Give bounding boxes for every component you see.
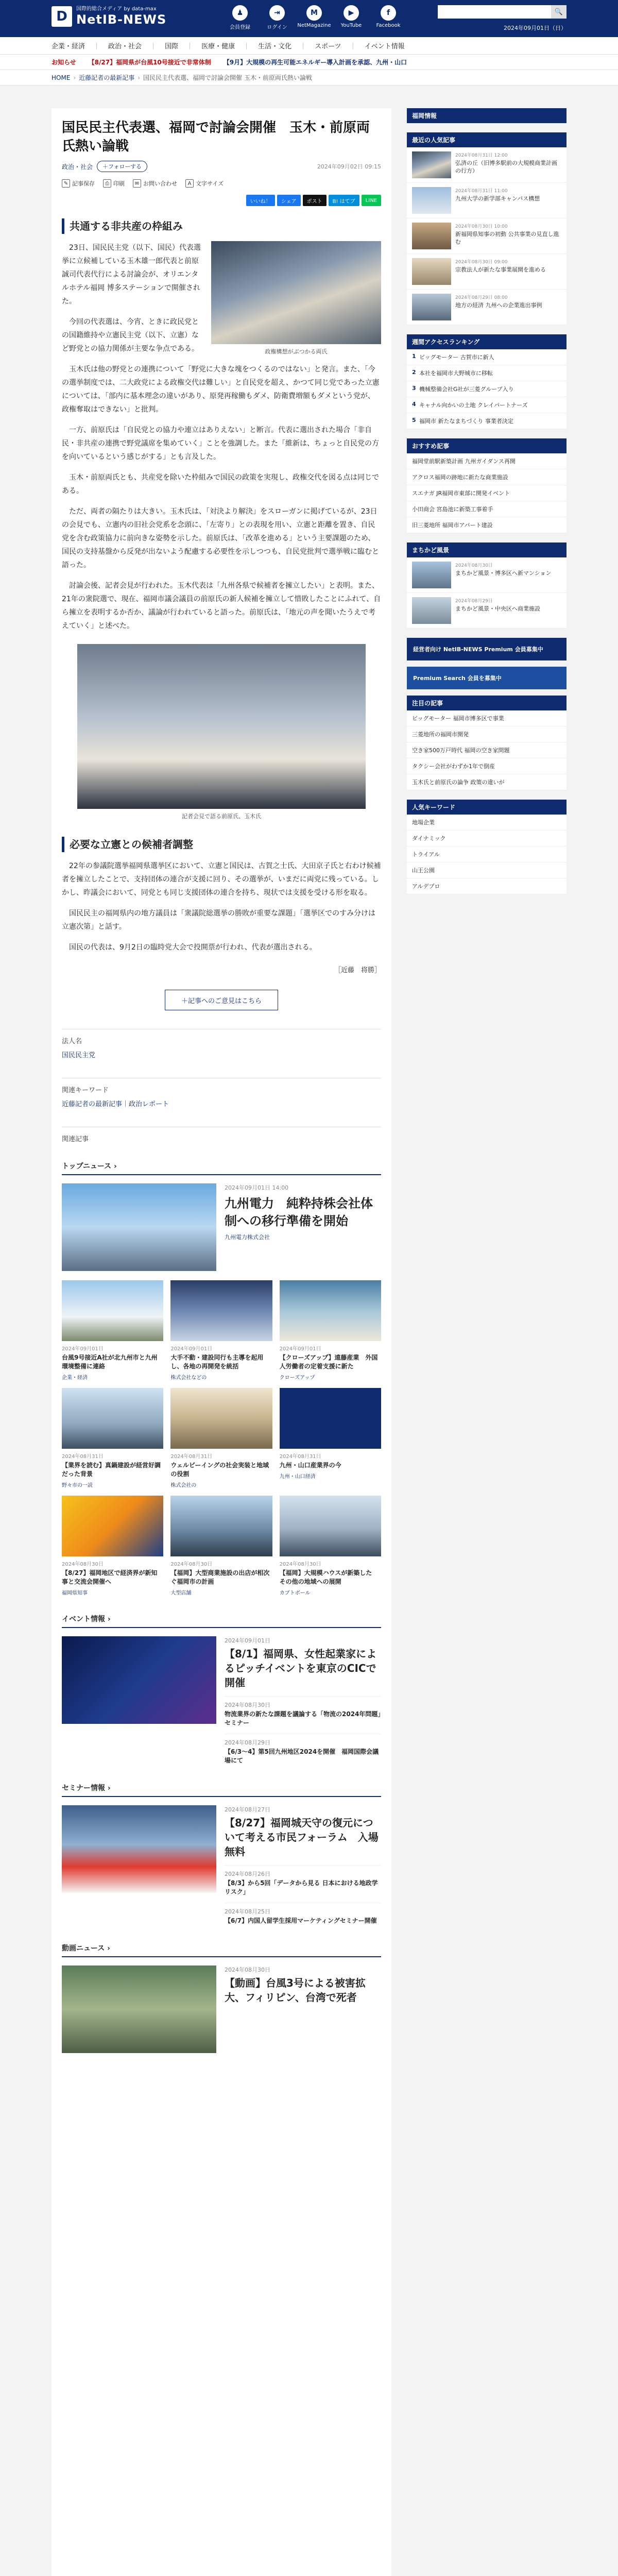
register-link[interactable]: ♟ 会員登録: [221, 5, 259, 30]
line-share-button[interactable]: LINE: [362, 195, 381, 206]
article-paragraph: 玉木氏は他の野党との連携について「野党に大きな塊をつくるのではない」と発言。また、「今の選挙制度では、二大政党による政権交代は難しい」と自民党を超え、かつて同じ党であった立憲については、「部内に基本理念の違いがあり、原発再稼働もダメ、防衛費増額もダメという党が、政権奪取はできない」と批判。: [62, 365, 380, 414]
article-main: [52, 108, 391, 2576]
print-button[interactable]: ⎙ 印刷: [103, 179, 125, 188]
related-info: [62, 1127, 381, 1143]
ranking-item[interactable]: 5 福岡市 新たなまちづくり 事業者決定: [407, 413, 566, 429]
event-feature[interactable]: 2024年09月01日 【8/1】福岡県、女性起業家によるピッチイベントを東京のCICで開催 2024年08月30日 物流業界の新たな課題を議論する「物流の2024年問題」セミナー 2024年08月29日 【6/3〜4】第5回九州地区2024を開催 福岡国際会議場にて: [62, 1636, 381, 1765]
topnews-grid: [62, 1280, 381, 1596]
youtube-icon: ▶: [344, 5, 359, 21]
ranking-item[interactable]: 3 機械整備会社G社が三菱グループ入り: [407, 381, 566, 397]
follow-button[interactable]: ＋フォローする: [97, 161, 147, 172]
info-heading: 関連キーワード: [62, 1087, 109, 1094]
logo-tagline: 国際的総合メディア by data-max: [76, 6, 157, 12]
login-link[interactable]: ⇥ ログイン: [259, 5, 296, 30]
news-card[interactable]: 2024年08月30日 【福岡】大規模ハウスが新築した その他の地域への展開 カブトボール: [280, 1496, 381, 1596]
feedback-button[interactable]: ＋記事へのご意見はこちら: [165, 990, 278, 1010]
corporation-link[interactable]: 国民民主党: [62, 1052, 96, 1059]
logo-mark: D: [52, 6, 72, 27]
popular-item[interactable]: 2024年08月31日 11:00 九州大学の新学部キャンパス構想: [407, 183, 566, 218]
sidebar-heading: 最近の人気記事: [407, 132, 566, 147]
recommend-item[interactable]: アクロス福岡の跡地に新たな商業施設: [407, 469, 566, 485]
popular-item[interactable]: 2024年08月30日 10:00 新福岡県知事の初動 公共事業の見直し進む: [407, 218, 566, 254]
seminar-item[interactable]: 2024年08月26日 【8/3】から5回「データから見る 日本における地政学リスク」: [225, 1865, 381, 1896]
search-box: [438, 5, 566, 19]
news-card[interactable]: 2024年08月31日 九州・山口産業界の今 九州・山口経済: [280, 1388, 381, 1488]
article-paragraph: 22年の参議院選挙福岡県選挙区において、立憲と国民は、古賀之士氏、大田京子氏と右わけ候補者を擁立したことで、支持団体の連合が支援に回り、その選挙が、いまだに両党に残っている。しかし、昨議会において、同党とも同じ支援団体の連合を持ち、現状では支援を受ける形を取る。: [62, 862, 381, 897]
news-card[interactable]: 2024年08月31日 【業界を読む】真鍋建設が経営好調だった背景 野々市の一読: [62, 1388, 163, 1488]
keyword-link[interactable]: 近藤記者の最新記事｜政治レポート: [62, 1100, 169, 1108]
section-heading: 必要な立憲との候補者調整: [62, 837, 381, 852]
news-card[interactable]: 2024年09月01日 大手不動・建設同行も主導を起用し、各地の再開発を統括 株式会社などの: [170, 1280, 272, 1381]
site-header: [0, 0, 618, 37]
font-size-button[interactable]: A 文字サイズ: [185, 179, 224, 188]
article-tools: [62, 179, 381, 188]
featured-item[interactable]: 三菱地所の福岡市開発: [407, 726, 566, 742]
article-title: 国民民主代表選、福岡で討論会開催 玉木・前原両氏熱い論戦: [62, 120, 370, 154]
main-nav: 企業・経済 ｜ 政治・社会 ｜ 国際 ｜ 医療・健康 ｜ 生活・文化 ｜ スポーツ ｜ イベント情報: [0, 37, 618, 55]
nav-item-international[interactable]: 国際: [165, 43, 179, 50]
sidebar-heading: 福岡情報: [407, 108, 566, 123]
breadcrumb-category[interactable]: 近藤記者の最新記事: [79, 74, 135, 81]
recommend-item[interactable]: 小田商会 宮島池に新築工事着手: [407, 501, 566, 517]
news-card[interactable]: 2024年08月30日 【8/27】福岡地区で経済界が新知事と交流会開催へ 福岡県知事: [62, 1496, 163, 1596]
sidebar: [407, 108, 566, 904]
seminar-image: [62, 1805, 216, 1893]
bookmark-icon: ✎: [62, 179, 70, 188]
popular-keywords: [407, 800, 566, 894]
facebook-share-button[interactable]: シェア: [277, 195, 301, 206]
article-paragraph: 国民民主の福岡県内の地方議員は「衆議院総選挙の勝敗が重要な課題」「選挙区でのすみ分けは立憲次第」と話す。: [62, 909, 375, 931]
feature-source: 九州電力株式会社: [225, 1234, 270, 1241]
ticker-item[interactable]: 【9月】大規模の再生可能エネルギー導入計画を承認、九州・山口: [223, 59, 407, 66]
site-logo[interactable]: [52, 6, 166, 27]
save-article-button[interactable]: ✎ 記事保存: [62, 179, 95, 188]
current-date: 2024年09月01日（日）: [504, 25, 566, 31]
ticker-label: お知らせ: [52, 59, 76, 66]
news-card[interactable]: 2024年08月31日 ウェルビーイングの社会実装と地域の役割 株式会社の: [170, 1388, 272, 1488]
town-item[interactable]: 2024年08月29日 まちかど風景・中央区へ商業施設: [407, 593, 566, 629]
article-paragraph: 一方、前原氏は「自民党との協力や連立はありえない」と断言。代表に選出された場合「非自民・非共産の連携で野党議席を集めていく」ことを強調した。また「維新は、ちょっと自民党の方を向いているという感じがする」とも言及した。: [62, 426, 379, 461]
news-card[interactable]: 2024年09月01日 【クローズアップ】遠藤産業 外国人労働者の定着支援に新た クローズアップ: [280, 1280, 381, 1381]
news-ticker: [0, 55, 618, 70]
popular-item[interactable]: 2024年08月31日 12:00 弘済の丘（旧博多駅前の大規模商業計画の行方）: [407, 147, 566, 183]
recommended-articles: [407, 438, 566, 533]
seminar-item[interactable]: 2024年08月25日 【6/7】内国人留学生採用マーケティングセミナー開催: [225, 1903, 381, 1925]
nav-item-events[interactable]: イベント情報: [364, 43, 405, 50]
video-heading[interactable]: 動画ニュース ›: [62, 1943, 381, 1957]
print-icon: ⎙: [103, 179, 111, 188]
keyword-link[interactable]: アルデプロ: [407, 878, 566, 894]
facebook-icon: f: [381, 5, 396, 21]
info-heading: 法人名: [62, 1038, 82, 1045]
premium-search-banner[interactable]: Premium Search 会員を募集中: [407, 667, 566, 689]
hatena-button[interactable]: B! はてブ: [329, 195, 359, 206]
article-paragraph: 討論会後、記者会見が行われた。玉木代表は「九州各県で候補者を擁立したい」と表明。また、21年の衆院選で、現在、福岡市議会議員の前原氏の新人候補を擁立して惜敗したことにふれて、自ら擁立を表明するか否か、議論が行われていると語った。前原氏は、「地元の声を聞いたうえで考えていく」と述べた。: [62, 582, 381, 630]
mail-icon: ✉: [133, 179, 141, 188]
featured-item[interactable]: ビッグモーター 福岡市博多区で事業: [407, 710, 566, 726]
feature-image: [62, 1183, 216, 1271]
article-paragraph: 玉木・前原両氏とも、共産党を除いた枠組みで国民の政策を実現し、政権交代を図る点は同じである。: [62, 473, 379, 495]
video-image: [62, 1965, 216, 2053]
photo-image: [211, 241, 381, 344]
seminars-heading[interactable]: セミナー情報 ›: [62, 1783, 381, 1797]
topnews-heading[interactable]: トップニュース ›: [62, 1161, 381, 1175]
netmagazine-link[interactable]: M NetMagazine: [296, 5, 333, 30]
featured-item[interactable]: 空き家500万戸時代 福岡の空き家問題: [407, 742, 566, 758]
nav-item-health[interactable]: 医療・健康: [201, 43, 235, 50]
ticker-item[interactable]: 【8/27】福岡県が台風10号接近で非常体制: [88, 59, 211, 66]
breadcrumb-home[interactable]: HOME: [52, 74, 71, 81]
article-paragraph: 国民の代表は、9月2日の臨時党大会で投開票が行われ、代表が選出される。: [69, 943, 317, 952]
keyword-link[interactable]: 山王公園: [407, 862, 566, 878]
nav-item-politics[interactable]: 政治・社会: [108, 43, 142, 50]
article-photo: [211, 241, 381, 355]
font-size-icon: A: [185, 179, 194, 188]
news-card[interactable]: 2024年09月01日 台風9号接近A社が北九州市と九州環境整備に連絡 企業・経済: [62, 1280, 163, 1381]
ranking-item[interactable]: 4 キャナル向かいの土地 クレイパートナーズ: [407, 397, 566, 413]
youtube-link[interactable]: ▶ YouTube: [333, 5, 370, 30]
town-item[interactable]: 2024年08月30日 まちかど風景・博多区へ新マンション: [407, 557, 566, 593]
popular-item[interactable]: 2024年08月29日 08:00 地方の経済 九州への企業進出事例: [407, 290, 566, 325]
contact-button[interactable]: ✉ お問い合わせ: [133, 179, 177, 188]
sidebar-heading: 人気キーワード: [407, 800, 566, 815]
search-input[interactable]: [438, 5, 551, 19]
event-item[interactable]: 2024年08月29日 【6/3〜4】第5回九州地区2024を開催 福岡国際会議場にて: [225, 1734, 381, 1765]
header-icon-links: [221, 5, 407, 30]
event-item[interactable]: 2024年08月30日 物流業界の新たな課題を議論する「物流の2024年問題」セミナー: [225, 1696, 381, 1727]
recommend-item[interactable]: 旧三菱地所 福岡市アパート建設: [407, 517, 566, 533]
popular-articles: [407, 132, 566, 325]
keyword-link[interactable]: ダイナミック: [407, 831, 566, 846]
author-credit: ［近藤 将勝］: [334, 967, 381, 974]
article-date: 2024年09月02日 09:15: [317, 163, 381, 170]
keyword-info: [62, 1078, 381, 1108]
recommend-item[interactable]: スエナガ JR福岡市東部に開発イベント: [407, 485, 566, 501]
popular-item[interactable]: 2024年08月30日 09:00 宗教法人が新たな事業展開を進める: [407, 254, 566, 290]
article-paragraph: 23日、国民民主党（以下、国民）代表選挙に立候補している玉木雄一郎代表と前原誠司代表代行による討論会が、オリエンタルホテル福岡 博多ステーションで開催された。: [62, 244, 201, 306]
sidebar-heading: 週間アクセスランキング: [407, 334, 566, 349]
article-photo: [77, 644, 366, 820]
photo-image: [77, 644, 366, 809]
search-icon[interactable]: 🔍: [551, 5, 566, 19]
town-scenes: [407, 543, 566, 629]
featured-item[interactable]: タクシー会社がわずか1年で倒産: [407, 758, 566, 774]
keyword-link[interactable]: トライアル: [407, 846, 566, 862]
user-icon: ♟: [232, 5, 248, 21]
sidebar-heading: 注目の記事: [407, 696, 566, 710]
keyword-link[interactable]: 地場企業: [407, 815, 566, 831]
weekly-ranking: [407, 334, 566, 429]
feature-date: 2024年09月01日 14:00: [225, 1184, 289, 1191]
photo-caption: 政権構想がぶつかる両氏: [265, 348, 328, 355]
featured-articles: [407, 696, 566, 790]
sidebar-heading: おすすめ記事: [407, 438, 566, 453]
section-heading: 共通する非共産の枠組み: [62, 218, 381, 234]
ranking-item[interactable]: 2 本社を福岡市大野城市に移転: [407, 365, 566, 381]
nav-item-business[interactable]: 企業・経済: [52, 43, 85, 50]
premium-banner[interactable]: 経営者向け NetIB-NEWS Premium 会員募集中: [407, 638, 566, 660]
ranking-item[interactable]: 1 ビッグモーター 古賀市に新人: [407, 349, 566, 365]
article-category[interactable]: 政治・社会: [62, 163, 93, 171]
recommend-item[interactable]: 福岡堂前駅新築計画 九州ガイダンス再開: [407, 453, 566, 469]
news-card[interactable]: 2024年08月30日 【福岡】大型商業施設の出店が相次ぐ福岡市の計画 大型店舗: [170, 1496, 272, 1596]
sidebar-section: [407, 108, 566, 123]
magazine-icon: M: [306, 5, 322, 21]
featured-item[interactable]: 玉木氏と前原氏の論争 政策の違いが: [407, 774, 566, 790]
breadcrumb-current: 国民民主代表選、福岡で討論会開催 玉木・前原両氏熱い論戦: [143, 74, 312, 81]
event-image: [62, 1636, 216, 1724]
photo-caption: 記者会見で語る前原氏、玉木氏: [182, 813, 261, 820]
share-buttons: [62, 195, 381, 206]
corporation-info: [62, 1029, 381, 1059]
nav-item-life[interactable]: 生活・文化: [258, 43, 292, 50]
sidebar-heading: まちかど風景: [407, 543, 566, 557]
article-paragraph: 今回の代表選は、今宵、ときに政民党との国籍維持や立憲民主党（以下、立憲）など野党との協力関係が主要な争点である。: [62, 318, 199, 353]
login-icon: ⇥: [269, 5, 285, 21]
events-heading[interactable]: イベント情報 ›: [62, 1614, 381, 1628]
x-post-button[interactable]: ポスト: [303, 195, 327, 206]
facebook-link[interactable]: f Facebook: [370, 5, 407, 30]
nav-item-sports[interactable]: スポーツ: [315, 43, 341, 50]
article-paragraph: ただ、両者の隔たりは大きい。玉木氏は、「対決より解決」をスローガンに掲げているが、23日の会見でも、立憲内の旧社会党系を念頭に、「左寄り」との表現を用い、立憲と距離を置き、自民党を含む政策協力に前向きな姿勢を示した。前原氏は、「改革を進める」という主要課題のため、国民の支持基盤から反発が出ないよう配慮する必要性を示しつつも、自民党批判で選挙戦に臨むと語った。: [62, 507, 379, 569]
info-heading: 関連記事: [62, 1136, 89, 1143]
topnews-feature[interactable]: [62, 1183, 381, 1271]
video-feature[interactable]: 2024年08月30日 【動画】台風3号による被害拡大、フィリピン、台湾で死者: [62, 1965, 381, 2053]
breadcrumb: HOME › 近藤記者の最新記事 › 国民民主代表選、福岡で討論会開催 玉木・前原両氏熱い論戦: [0, 70, 618, 86]
facebook-like-button[interactable]: いいね！: [246, 195, 275, 206]
logo-name: NetIB-NEWS: [76, 12, 167, 27]
seminar-feature[interactable]: 2024年08月27日 【8/27】福岡城天守の復元について考える市民フォーラム 入場無料 2024年08月26日 【8/3】から5回「データから見る 日本における地政学リスク」 2024年08月25日 【6/7】内国人留学生採用マーケティングセミナー開催: [62, 1805, 381, 1925]
feature-title: 九州電力 純粋持株会社体制への移行準備を開始: [225, 1196, 373, 1228]
